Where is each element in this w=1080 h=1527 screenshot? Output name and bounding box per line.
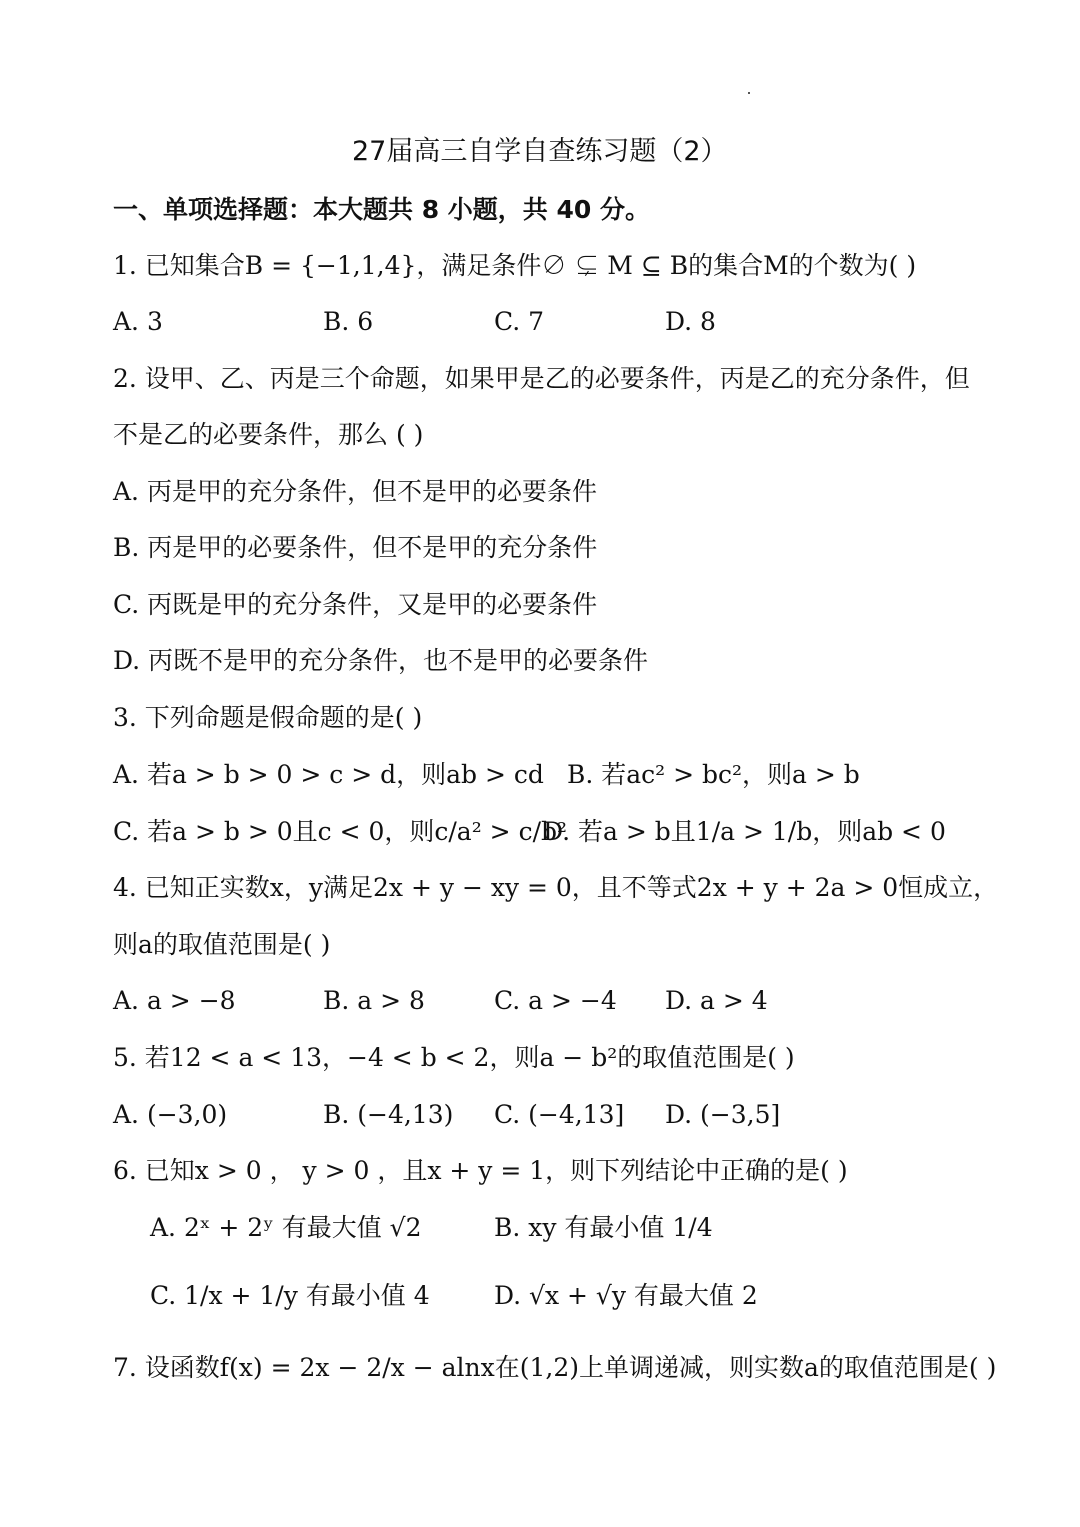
question-1-stem: 1. 已知集合B = {−1,1,4}，满足条件∅ ⊊ M ⊆ B的集合M的个数为( ) xyxy=(113,251,917,280)
question-2-option-a: A. 丙是甲的充分条件，但不是甲的必要条件 xyxy=(113,477,597,506)
question-4-option-c: C. a > −4 xyxy=(494,986,617,1015)
question-4-option-d: D. a > 4 xyxy=(665,986,768,1015)
question-2-stem-line-2: 不是乙的必要条件，那么 ( ) xyxy=(113,420,424,449)
question-1-option-b: B. 6 xyxy=(323,307,374,336)
question-4-stem-line-1: 4. 已知正实数x，y满足2x + y − xy = 0，且不等式2x + y + 2a > 0恒成立， xyxy=(113,873,999,902)
document-title: 27届高三自学自查练习题（2） xyxy=(352,136,728,167)
question-7-stem: 7. 设函数f(x) = 2x − 2/x − alnx在(1,2)上单调递减，则实数a的取值范围是( ) xyxy=(113,1353,997,1382)
question-4-option-a: A. a > −8 xyxy=(113,986,236,1015)
question-2-option-d: D. 丙既不是甲的充分条件，也不是甲的必要条件 xyxy=(113,646,649,675)
question-5-option-c: C. (−4,13] xyxy=(494,1100,625,1129)
question-3-option-b: B. 若ac² > bc²，则a > b xyxy=(567,760,860,789)
question-3-option-a: A. 若a > b > 0 > c > d，则ab > cd xyxy=(113,760,544,789)
question-3-stem: 3. 下列命题是假命题的是( ) xyxy=(113,703,423,732)
question-6-stem: 6. 已知x > 0 ， y > 0 ，且x + y = 1，则下列结论中正确的是( ) xyxy=(113,1156,848,1185)
question-6-option-b: B. xy 有最小值 1/4 xyxy=(494,1213,713,1242)
question-2-option-c: C. 丙既是甲的充分条件，又是甲的必要条件 xyxy=(113,590,598,619)
question-2-option-b: B. 丙是甲的必要条件，但不是甲的充分条件 xyxy=(113,533,598,562)
question-3-option-d: D. 若a > b且1/a > 1/b，则ab < 0 xyxy=(543,817,946,846)
question-1-option-a: A. 3 xyxy=(113,307,163,336)
question-6-option-a: A. 2ˣ + 2ʸ 有最大值 √2 xyxy=(150,1213,422,1242)
question-5-stem: 5. 若12 < a < 13，−4 < b < 2，则a − b²的取值范围是( ) xyxy=(113,1043,795,1072)
question-4-stem-line-2: 则a的取值范围是( ) xyxy=(113,930,331,959)
question-2-stem-line-1: 2. 设甲、乙、丙是三个命题，如果甲是乙的必要条件，丙是乙的充分条件，但 xyxy=(113,364,970,393)
scan-speck xyxy=(748,92,750,94)
question-4-option-b: B. a > 8 xyxy=(323,986,425,1015)
question-6-option-c: C. 1/x + 1/y 有最小值 4 xyxy=(150,1281,430,1310)
question-6-option-d: D. √x + √y 有最大值 2 xyxy=(494,1281,758,1310)
question-1-option-d: D. 8 xyxy=(665,307,716,336)
question-3-option-c: C. 若a > b > 0且c < 0，则c/a² > c/b² xyxy=(113,817,568,846)
question-5-option-d: D. (−3,5] xyxy=(665,1100,781,1129)
question-5-option-a: A. (−3,0) xyxy=(113,1100,228,1129)
question-5-option-b: B. (−4,13) xyxy=(323,1100,454,1129)
section-heading: 一、单项选择题：本大题共 8 小题，共 40 分。 xyxy=(113,195,651,224)
question-1-option-c: C. 7 xyxy=(494,307,545,336)
